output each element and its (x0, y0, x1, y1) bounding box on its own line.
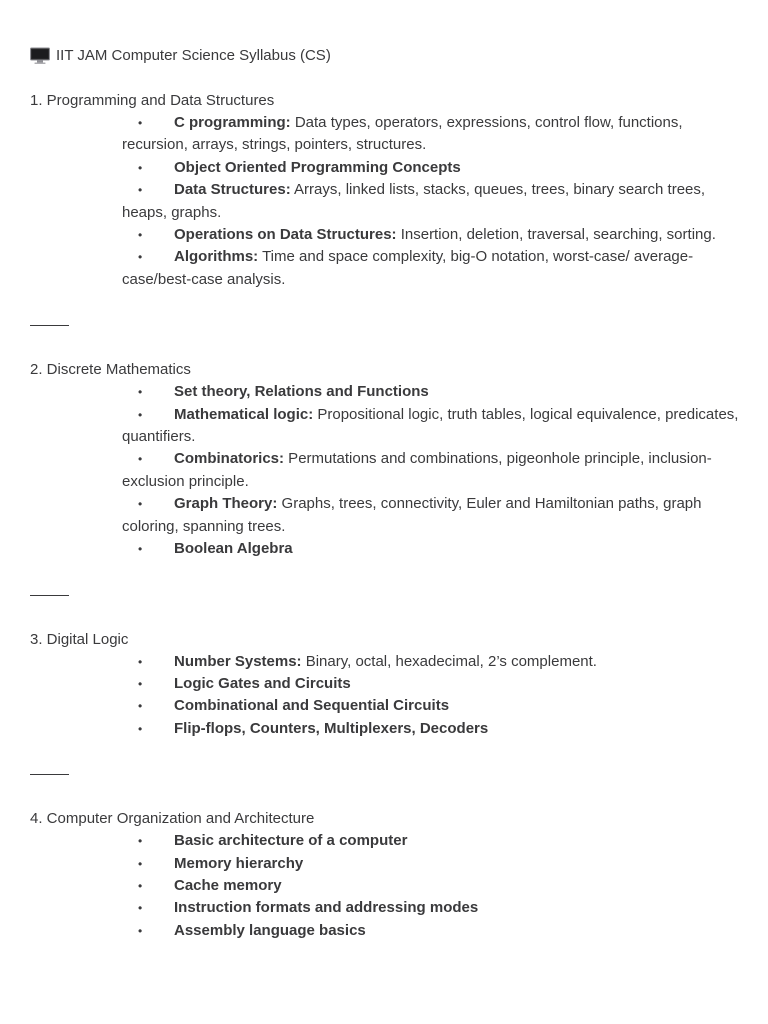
item-label: Logic Gates and Circuits (174, 674, 351, 692)
section-divider (30, 595, 69, 596)
bullet-icon: • (138, 116, 143, 130)
item-text (122, 718, 742, 740)
item-label: Combinational and Sequential Circuits (174, 697, 450, 715)
section-divider (30, 774, 69, 775)
item-label: Data Structures: (174, 181, 291, 199)
bullet-icon: • (138, 654, 143, 669)
bullet-icon: • (138, 407, 143, 422)
item-text (122, 920, 742, 942)
item-label: Memory hierarchy (174, 854, 304, 872)
item-text (122, 673, 742, 695)
item-label: Assembly language basics (174, 921, 366, 939)
list-item (30, 695, 742, 717)
bullet-icon: • (138, 452, 143, 467)
item-label: Set theory, Relations and Functions (174, 383, 429, 401)
list-item (30, 897, 742, 919)
item-description: Time and space complexity, big-O notation, worst-case/ average-case/best-case analysis. (122, 248, 694, 288)
list-item (30, 718, 742, 740)
item-label: Flip-flops, Counters, Multiplexers, Decoders (174, 719, 489, 737)
bullet-icon: • (138, 385, 143, 400)
item-label: Combinatorics: (174, 450, 285, 468)
list-item (30, 246, 742, 291)
section-1 (30, 90, 742, 291)
list-item (30, 493, 742, 538)
item-text (122, 897, 742, 919)
item-label: Graph Theory: (174, 495, 278, 513)
bullet-icon: • (138, 228, 143, 243)
item-text (122, 112, 742, 157)
item-text (122, 538, 742, 560)
list-item (30, 673, 742, 695)
bullet-icon: • (138, 878, 143, 893)
list-item (30, 112, 742, 157)
section-heading: 4. Computer Organization and Architecture (30, 810, 315, 828)
item-label: Cache memory (174, 876, 282, 894)
bullet-icon: • (138, 901, 143, 916)
list-item (30, 853, 742, 875)
item-label: C programming: (174, 114, 291, 131)
list-item (30, 179, 742, 224)
item-description: Binary, octal, hexadecimal, 2’s complement. (301, 652, 597, 670)
section-heading: 2. Discrete Mathematics (30, 361, 191, 379)
item-text (122, 381, 742, 403)
sections-container (30, 90, 742, 942)
item-text (122, 651, 742, 673)
item-text (122, 179, 742, 224)
item-description: Graphs, trees, connectivity, Euler and Hamiltonian paths, graph coloring, spanning trees. (122, 495, 702, 535)
list-item (30, 875, 742, 897)
item-text (122, 224, 742, 246)
bullet-icon: • (138, 542, 143, 557)
desktop-computer-icon (30, 47, 50, 65)
list-item (30, 224, 742, 246)
item-label: Operations on Data Structures: (174, 226, 397, 244)
item-label: Basic architecture of a computer (174, 832, 408, 850)
item-label: Mathematical logic: (174, 405, 314, 423)
item-description: Insertion, deletion, traversal, searching, sorting. (396, 226, 716, 244)
section-heading: 1. Programming and Data Structures (30, 92, 275, 109)
list-item (30, 448, 742, 493)
section-4 (30, 808, 742, 942)
document (30, 45, 742, 942)
item-label: Instruction formats and addressing modes (174, 899, 479, 917)
item-text (122, 448, 742, 493)
item-text (122, 404, 742, 449)
item-description: Data types, operators, expressions, control flow, functions, recursion, arrays, strings, pointers, structures. (122, 114, 683, 154)
list-item (30, 404, 742, 449)
item-label: Number Systems: (174, 652, 302, 670)
list-item (30, 538, 742, 560)
document-title (30, 45, 742, 67)
item-text (122, 830, 742, 852)
item-description: Arrays, linked lists, stacks, queues, trees, binary search trees, heaps, graphs. (122, 181, 706, 221)
item-text (122, 875, 742, 897)
bullet-icon: • (138, 497, 143, 512)
list-item (30, 830, 742, 852)
title-text: IIT JAM Computer Science Syllabus (CS) (56, 47, 331, 64)
item-label: Object Oriented Programming Concepts (174, 158, 461, 176)
bullet-icon: • (138, 676, 143, 691)
item-text (122, 695, 742, 717)
bullet-icon: • (138, 834, 143, 849)
bullet-icon: • (138, 923, 143, 938)
item-label: Algorithms: (174, 248, 259, 266)
bullet-icon: • (138, 160, 143, 175)
item-description: Permutations and combinations, pigeonhole principle, inclusion-exclusion principle. (122, 450, 712, 490)
bullet-icon: • (138, 721, 143, 736)
list-item (30, 651, 742, 673)
bullet-icon: • (138, 250, 143, 265)
section-2 (30, 359, 742, 560)
item-label: Boolean Algebra (174, 540, 293, 558)
list-item (30, 381, 742, 403)
item-text (122, 246, 742, 291)
list-item (30, 157, 742, 179)
section-divider (30, 325, 69, 326)
section-3 (30, 629, 742, 741)
item-text (122, 157, 742, 179)
bullet-icon: • (138, 183, 143, 198)
item-description: Propositional logic, truth tables, logical equivalence, predicates, quantifiers. (122, 405, 739, 446)
bullet-icon: • (138, 699, 143, 714)
section-heading: 3. Digital Logic (30, 630, 129, 648)
bullet-icon: • (138, 856, 143, 871)
list-item (30, 920, 742, 942)
item-text (122, 493, 742, 538)
item-text (122, 853, 742, 875)
